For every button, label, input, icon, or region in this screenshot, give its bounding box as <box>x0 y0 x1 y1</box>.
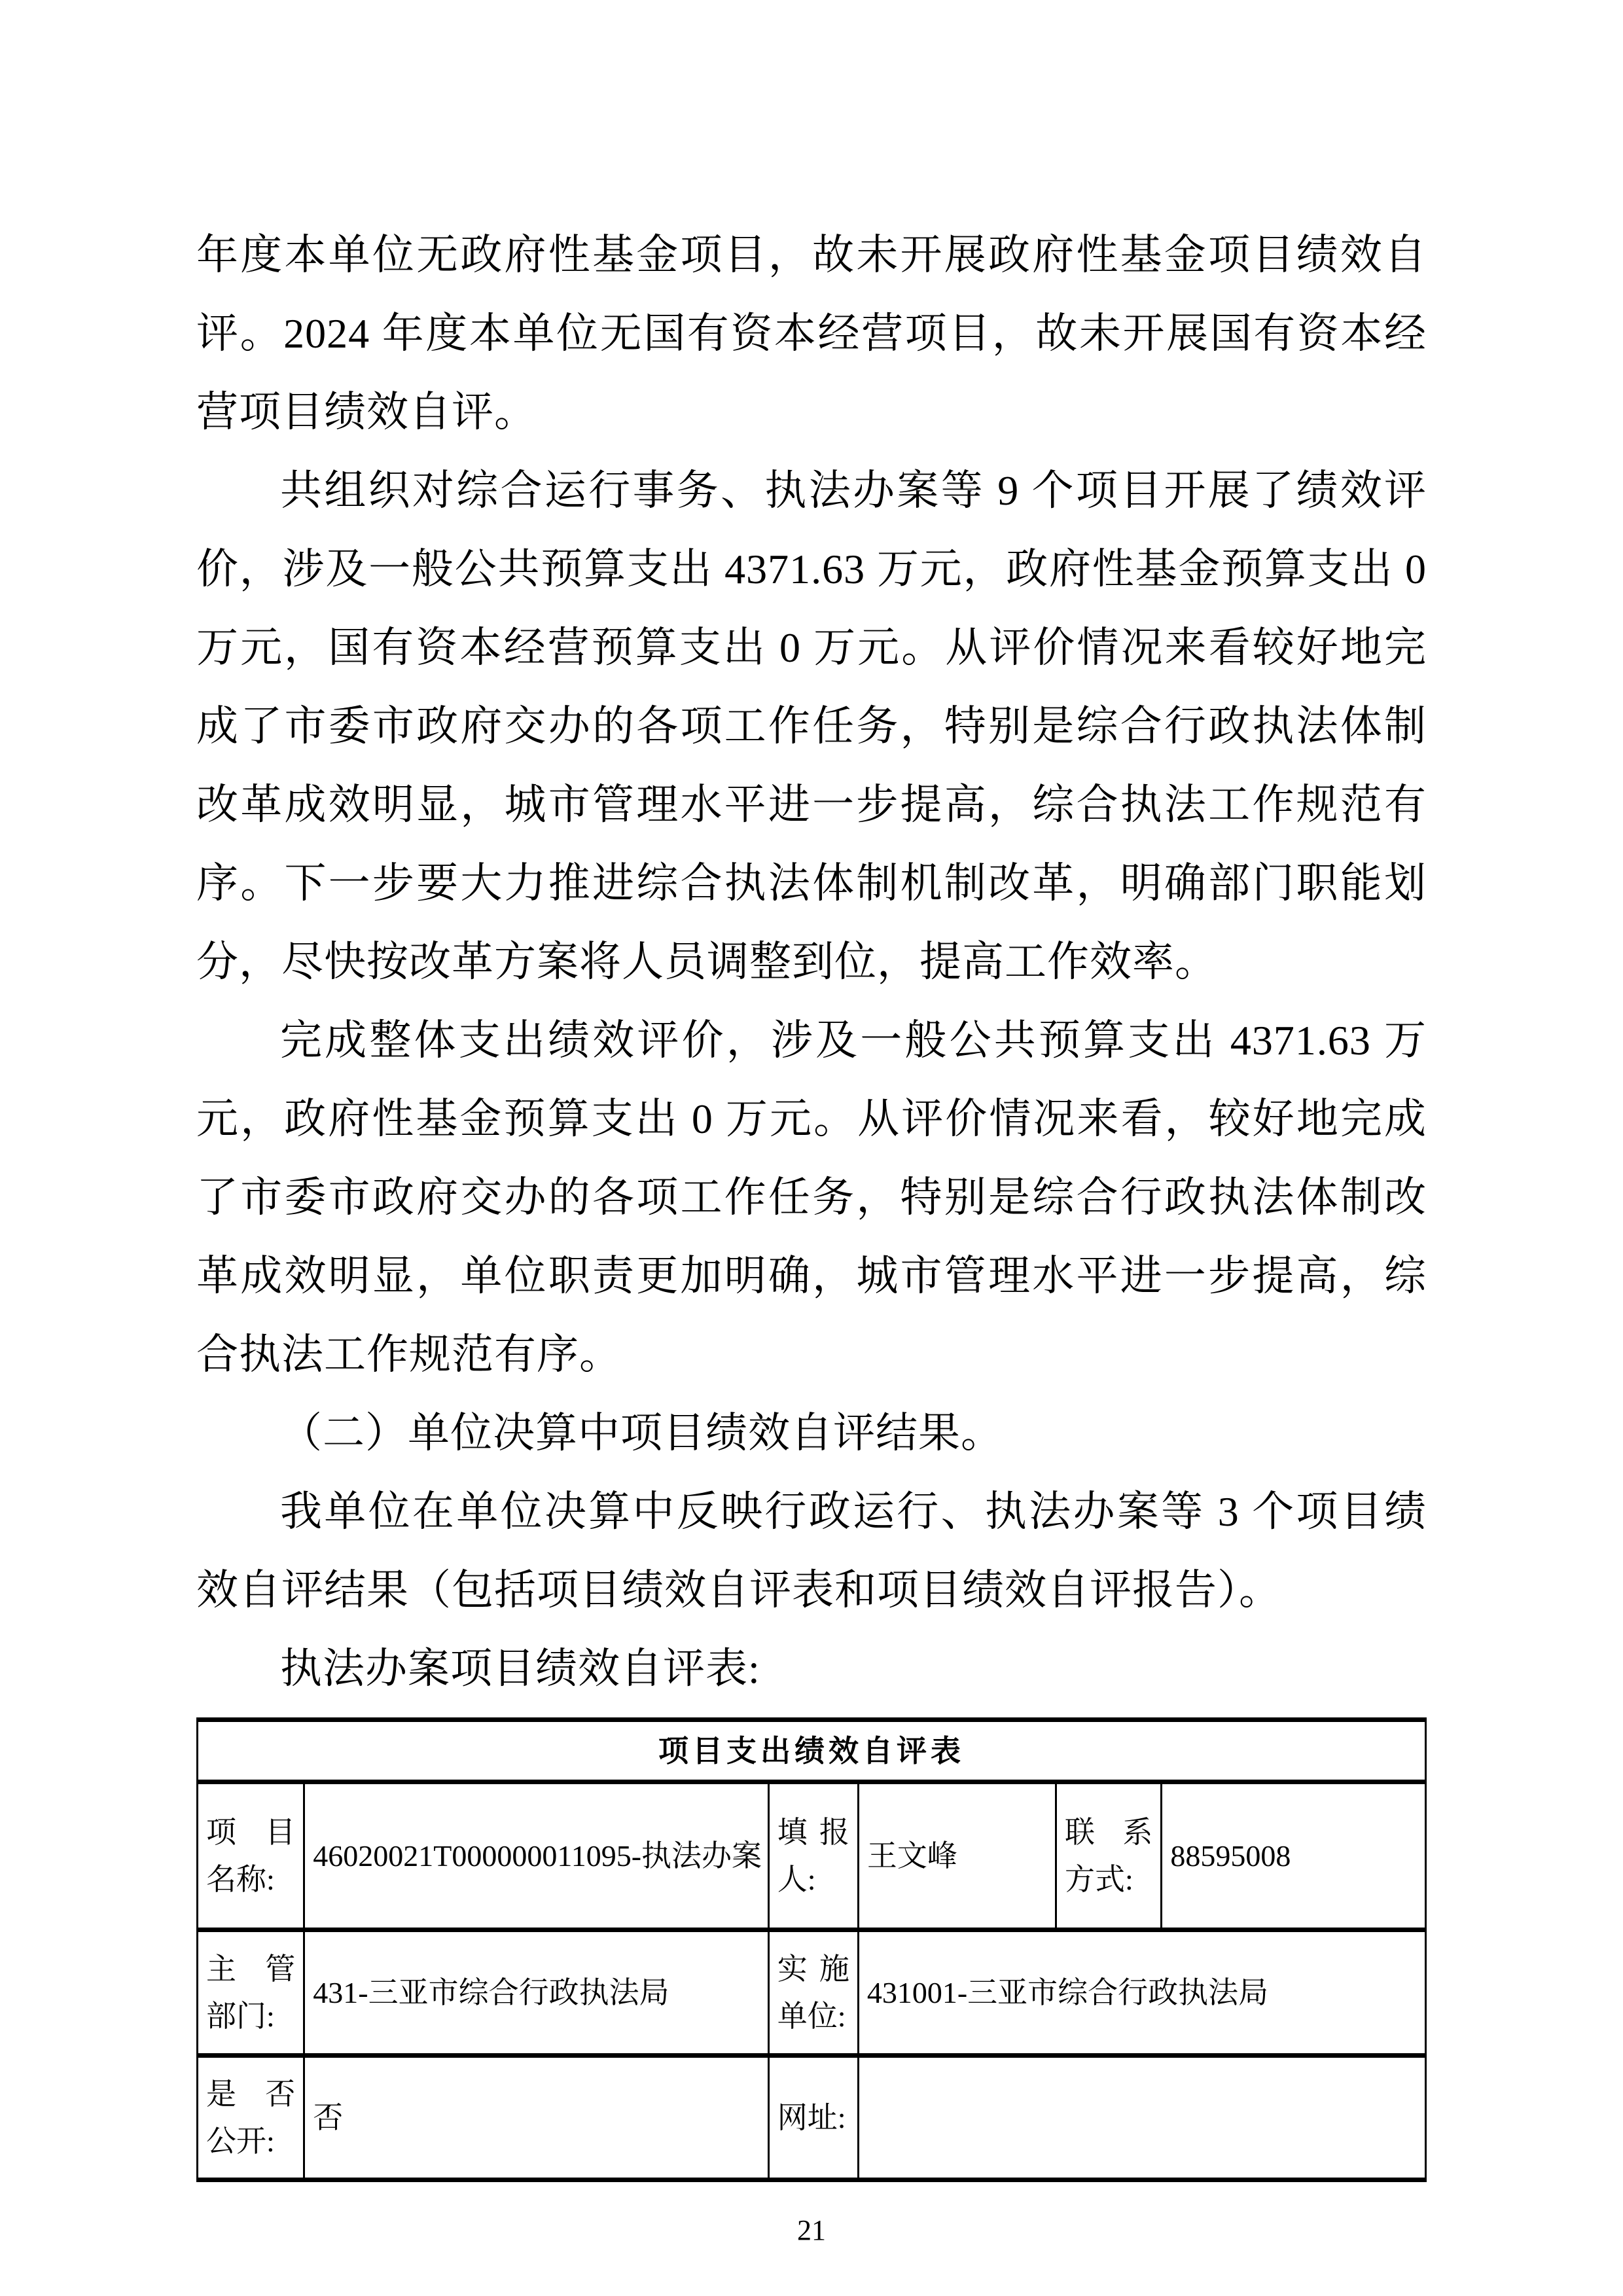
body-paragraph-4: 我单位在单位决算中反映行政运行、执法办案等 3 个项目绩效自评结果（包括项目绩效自评表和项目绩效自评报告）。 <box>196 1488 1427 1613</box>
preparer-label: 填报人: <box>768 1782 858 1930</box>
website-value <box>858 2056 1425 2180</box>
body-paragraph-2: 共组织对综合运行事务、执法办案等 9 个项目开展了绩效评价，涉及一般公共预算支出 4371.63 万元，政府性基金预算支出 0 万元，国有资本经营预算支出 0 万元。从评价情况来看较好地完成了市委市政府交办的各项工作任务，特别是综合行政执法体制改革成效明显，城市管理水平进一步提高，综合执法工作规范有序。下一步要大力推进综合执法体制机制改革，明确部门职能划分，尽快按改革方案将人员调整到位，提高工作效率。 <box>196 467 1427 985</box>
table-caption: 执法办案项目绩效自评表: <box>280 1645 760 1692</box>
table-row <box>198 2056 1426 2180</box>
table-row <box>198 1782 1426 1930</box>
section-heading: （二）单位决算中项目绩效自评结果。 <box>280 1410 1003 1456</box>
implementing-unit-label: 实施单位: <box>768 1930 858 2056</box>
table-title: 项目支出绩效自评表 <box>198 1720 1426 1782</box>
website-label: 网址: <box>768 2056 858 2180</box>
table-title-row <box>198 1720 1426 1782</box>
project-self-eval-table <box>196 1717 1427 2182</box>
supervising-dept-value: 431-三亚市综合行政执法局 <box>304 1930 769 2056</box>
body-paragraph-3: 完成整体支出绩效评价，涉及一般公共预算支出 4371.63 万元，政府性基金预算支出 0 万元。从评价情况来看，较好地完成了市委市政府交办的各项工作任务，特别是综合行政执法体制改革成效明显，单位职责更加明确，城市管理水平进一步提高，综合执法工作规范有序。 <box>196 1017 1427 1378</box>
is-public-label: 是否公开: <box>198 2056 304 2180</box>
document-body <box>196 216 1427 1708</box>
project-name-value: 46020021T000000011095-执法办案 <box>304 1782 769 1930</box>
body-paragraph-1: 年度本单位无政府性基金项目，故未开展政府性基金项目绩效自评。2024 年度本单位无国有资本经营项目，故未开展国有资本经营项目绩效自评。 <box>196 232 1427 435</box>
table-row <box>198 1930 1426 2056</box>
page-footer <box>196 2214 1427 2247</box>
supervising-dept-label: 主管部门: <box>198 1930 304 2056</box>
is-public-value: 否 <box>304 2056 769 2180</box>
project-name-label: 项目名称: <box>198 1782 304 1930</box>
page-number: 21 <box>797 2214 826 2246</box>
contact-value: 88595008 <box>1162 1782 1426 1930</box>
preparer-value: 王文峰 <box>858 1782 1056 1930</box>
implementing-unit-value: 431001-三亚市综合行政执法局 <box>858 1930 1425 2056</box>
contact-label: 联系方式: <box>1056 1782 1162 1930</box>
